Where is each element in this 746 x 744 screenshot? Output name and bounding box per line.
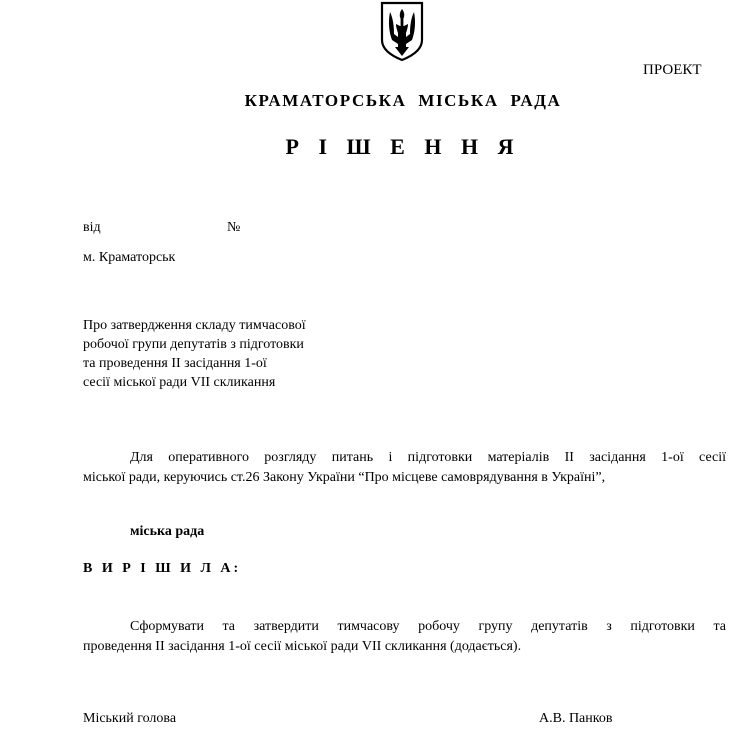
preamble-line: Для оперативного розгляду питань і підготовки матеріалів ІІ засідання 1-ої сесії bbox=[130, 450, 726, 465]
council-label: міська рада bbox=[130, 524, 205, 539]
signature-name: А.В. Панков bbox=[539, 711, 613, 726]
preamble-line: міської ради, керуючись ст.26 Закону України “Про місцеве самоврядування в Україні”, bbox=[83, 470, 606, 485]
city-label: м. Краматорськ bbox=[83, 250, 176, 265]
resolution-line: проведення ІІ засідання 1-ої сесії міської ради VII скликання (додається). bbox=[83, 639, 522, 654]
date-label: від bbox=[83, 220, 101, 235]
decision-subject bbox=[83, 316, 373, 392]
subject-line: робочої групи депутатів з підготовки bbox=[83, 337, 304, 352]
resolution-line: Сформувати та затвердити тимчасову робочу групу депутатів з підготовки та bbox=[130, 619, 726, 634]
trident-coat-of-arms-icon bbox=[378, 0, 426, 62]
subject-line: сесії міської ради VII скликання bbox=[83, 375, 276, 390]
decision-title: Р І Ш Е Н Н Я bbox=[285, 134, 521, 159]
number-label: № bbox=[227, 220, 241, 235]
council-title: КРАМАТОРСЬКА МІСЬКА РАДА bbox=[244, 91, 562, 110]
signature-position: Міський голова bbox=[83, 711, 177, 726]
subject-line: Про затвердження складу тимчасової bbox=[83, 318, 306, 333]
decided-label: В И Р І Ш И Л А: bbox=[83, 561, 242, 576]
project-label: ПРОЕКТ bbox=[643, 62, 702, 78]
preamble-paragraph bbox=[83, 448, 726, 488]
resolution-paragraph bbox=[83, 617, 726, 657]
subject-line: та проведення ІІ засідання 1-ої bbox=[83, 356, 267, 371]
